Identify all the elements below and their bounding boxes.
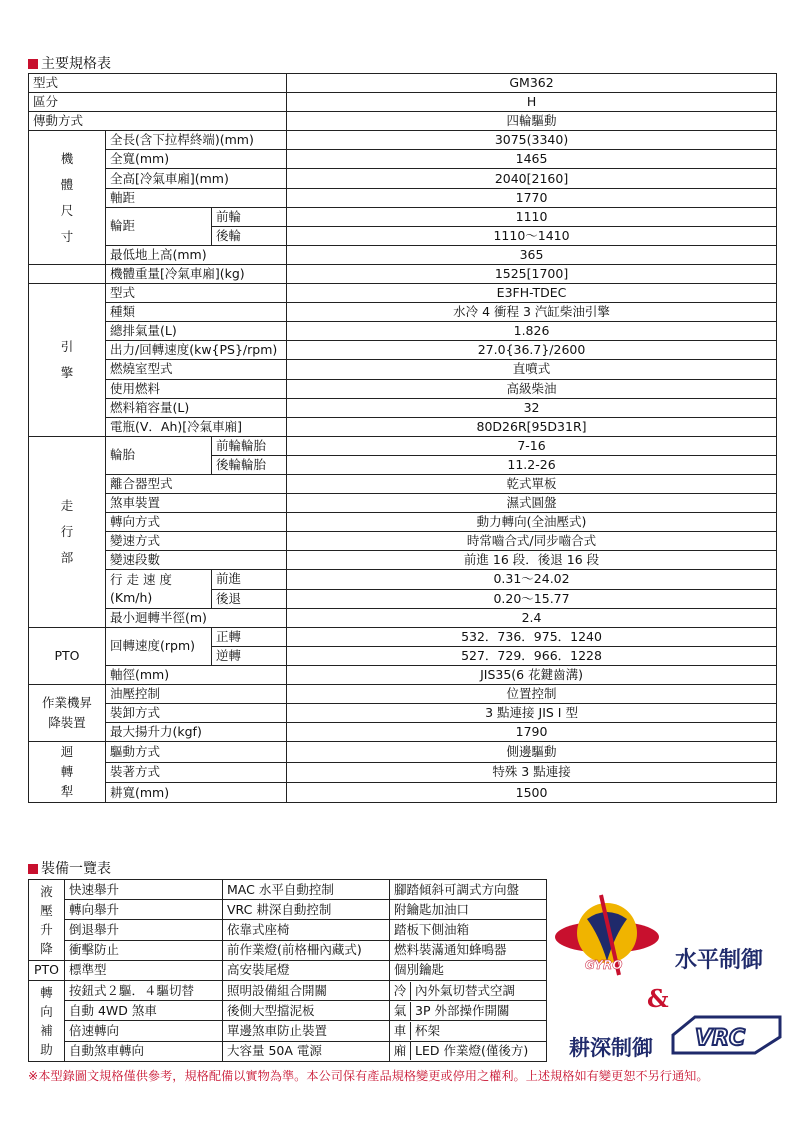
rotary-mount-label: 裝著方式 [106,762,287,782]
rear-tire-value: 11.2-26 [287,455,777,474]
vrc-text: VRC [695,1026,746,1051]
shaft-value: JIS35(6 花鍵齒溝) [287,665,777,684]
battery-value: 80D26R[95D31R] [287,417,777,436]
steering-assist-category: 轉向補助 [29,980,65,1061]
table-row [29,980,547,1000]
height-value: 2040[2160] [287,169,777,188]
list-item: MAC 水平自動控制 [223,880,390,900]
power-value: 27.0{36.7}/2600 [287,341,777,360]
steering-label: 轉向方式 [106,513,287,532]
shift-value: 時常嚙合式/同步嚙合式 [287,532,777,551]
tank-label: 燃料箱容量(L) [106,398,287,417]
lift-force-label: 最大揚升力(kgf) [106,723,287,742]
spec-table [28,73,777,803]
fuel-value: 高級柴油 [287,379,777,398]
table-row [29,322,777,341]
steering-value: 動力轉向(全油壓式) [287,513,777,532]
drive-value: 四輪驅動 [287,112,777,131]
ac-category-char: 廂 [390,1042,411,1060]
table-row [29,762,777,782]
clearance-value: 365 [287,245,777,264]
class-label: 區分 [29,93,287,112]
pto-equip-category: PTO [29,960,65,980]
pto-reverse-label: 逆轉 [212,646,287,665]
tire-label: 輪胎 [106,436,212,474]
table-row [29,513,777,532]
table-row [29,417,777,436]
table-row [29,360,777,379]
class-value: H [287,93,777,112]
tread-label: 輪距 [106,207,212,245]
width-label: 全寬(mm) [106,150,287,169]
table-row [29,900,547,920]
hydraulic-label: 油壓控制 [106,685,287,704]
ac-cell [390,1041,547,1061]
list-item: LED 作業燈(僅後方) [415,1043,529,1059]
table-row [29,589,777,608]
list-item: 按鈕式２驅．４驅切替 [65,980,223,1000]
brake-value: 濕式圓盤 [287,494,777,513]
list-item: 3P 外部操作開關 [415,1002,510,1018]
model-label: 型式 [29,74,287,93]
tank-value: 32 [287,398,777,417]
list-item: 衝擊防止 [65,940,223,960]
length-label: 全長(含下拉桿終端)(mm) [106,131,287,150]
forward-value: 0.31～24.02 [287,570,777,589]
table-row [29,880,547,900]
list-item: 內外氣切替式空調 [415,982,516,998]
pto-reverse-value: 527．729．966．1228 [287,646,777,665]
list-item: 轉向舉升 [65,900,223,920]
table-row [29,474,777,493]
battery-label: 電瓶(V．Ah)[冷氣車廂] [106,417,287,436]
table-row [29,1021,547,1041]
list-item: 倍速轉向 [65,1021,223,1041]
shift-label: 變速方式 [106,532,287,551]
clutch-label: 離合器型式 [106,474,287,493]
table-row [29,169,777,188]
table-row [29,398,777,417]
pto-normal-label: 正轉 [212,627,287,646]
engine-kind-value: 水冷 4 衝程 3 汽缸柴油引擎 [287,303,777,322]
brand-logos [555,875,785,1065]
gyro-globe-icon [555,895,659,975]
gears-label: 變速段數 [106,551,287,570]
table-row [29,1001,547,1021]
gears-value: 前進 16 段．後退 16 段 [287,551,777,570]
rotary-mount-value: 特殊 3 點連接 [287,762,777,782]
list-item: 自動 4WD 煞車 [65,1001,223,1021]
model-value: GM362 [287,74,777,93]
tread-front-value: 1110 [287,207,777,226]
table-row [29,150,777,169]
height-label: 全高[冷氣車廂](mm) [106,169,287,188]
engine-type-value: E3FH-TDEC [287,284,777,303]
table-row [29,551,777,570]
table-row [29,188,777,207]
list-item: 依靠式座椅 [223,920,390,940]
table-row [29,723,777,742]
length-value: 3075(3340) [287,131,777,150]
gyro-text: GYRO [585,958,623,972]
table-row [29,436,777,455]
weight-value: 1525[1700] [287,264,777,283]
rotary-category: 迴轉犁 [29,742,106,803]
disclaimer-footnote: ※本型錄圖文規格僅供參考，規格配備以實物為準。本公司保有產品規格變更或停用之權利。上述規格如有變更恕不另行通知。 [28,1069,709,1083]
rotary-drive-value: 側邊驅動 [287,742,777,762]
wheelbase-label: 軸距 [106,188,287,207]
table-row [29,742,777,762]
rotary-drive-label: 驅動方式 [106,742,287,762]
radius-label: 最小迴轉半徑(m) [106,608,287,627]
table-row [29,1041,547,1061]
hitch-label: 裝卸方式 [106,704,287,723]
ampersand: & [647,984,669,1013]
list-item: 後側大型擋泥板 [223,1001,390,1021]
table-row [29,284,777,303]
table-row [29,940,547,960]
table-row [29,264,777,283]
table-row [29,920,547,940]
list-item: 大容量 50A 電源 [223,1041,390,1061]
gyro-caption: 水平制御 [675,948,764,973]
power-label: 出力/回轉速度(kw{PS}/rpm) [106,341,287,360]
equip-section-title: 裝備一覽表 [28,861,111,877]
equipment-table [28,879,547,1062]
table-row [29,532,777,551]
ac-cell [390,980,547,1000]
front-tire-label: 前輪輪胎 [212,436,287,455]
list-item: 前作業燈(前格柵內藏式) [223,940,390,960]
table-row [29,704,777,723]
table-row [29,685,777,704]
width-value: 1465 [287,150,777,169]
radius-value: 2.4 [287,608,777,627]
reverse-value: 0.20～15.77 [287,589,777,608]
tread-front-label: 前輪 [212,207,287,226]
table-row [29,93,777,112]
list-item: 燃料裝滿通知蜂鳴器 [390,940,547,960]
list-item: 標準型 [65,960,223,980]
rear-tire-label: 後輪輪胎 [212,455,287,474]
list-item: 高安裝尾燈 [223,960,390,980]
table-row [29,782,777,802]
table-row [29,570,777,589]
table-row [29,665,777,684]
clearance-label: 最低地上高(mm) [106,245,287,264]
list-item: VRC 耕深自動控制 [223,900,390,920]
pto-category: PTO [29,627,106,684]
tread-rear-label: 後輪 [212,226,287,245]
hydraulic-value: 位置控制 [287,685,777,704]
table-row [29,207,777,226]
body-category: 機體尺寸 [29,131,106,265]
brake-label: 煞車裝置 [106,494,287,513]
table-row [29,131,777,150]
table-row [29,303,777,322]
fuel-label: 使用燃料 [106,379,287,398]
engine-category: 引擎 [29,284,106,437]
combustion-value: 直噴式 [287,360,777,379]
table-row [29,112,777,131]
engine-kind-label: 種類 [106,303,287,322]
list-item: 快速舉升 [65,880,223,900]
table-row [29,608,777,627]
drive-label: 傳動方式 [29,112,287,131]
table-row [29,627,777,646]
list-item: 照明設備組合開關 [223,980,390,1000]
shaft-label: 軸徑(mm) [106,665,287,684]
pto-normal-value: 532．736．975．1240 [287,627,777,646]
list-item: 踏板下側油箱 [390,920,547,940]
displacement-label: 總排氣量(L) [106,322,287,341]
speed-unit: (Km/h) [106,589,212,608]
table-row [29,960,547,980]
pto-speed-label: 回轉速度(rpm) [106,627,212,665]
table-row [29,74,777,93]
vrc-caption: 耕深制御 [569,1036,653,1060]
engine-type-label: 型式 [106,284,287,303]
ac-category-char: 冷 [390,982,411,1000]
tread-rear-value: 1110～1410 [287,226,777,245]
red-square-bullet [28,59,38,69]
lift-force-value: 1790 [287,723,777,742]
clutch-value: 乾式單板 [287,474,777,493]
list-item: 倒退舉升 [65,920,223,940]
vrc-badge-icon [673,1017,780,1053]
weight-label: 機體重量[冷氣車廂](kg) [106,264,287,283]
ac-category-char: 車 [390,1022,411,1040]
wheelbase-value: 1770 [287,188,777,207]
spec-section-title: 主要規格表 [28,56,111,72]
list-item: 單邊煞車防止裝置 [223,1021,390,1041]
combustion-label: 燃燒室型式 [106,360,287,379]
speed-label: 行 走 速 度 [106,570,212,589]
ac-category-char: 氣 [390,1002,411,1020]
reverse-label: 後退 [212,589,287,608]
rotary-width-label: 耕寬(mm) [106,782,287,802]
lift-category: 作業機昇降裝置 [29,685,106,742]
hydraulic-lift-category: 液壓升降 [29,880,65,961]
list-item: 杯架 [415,1022,441,1038]
rotary-width-value: 1500 [287,782,777,802]
table-row [29,379,777,398]
red-square-bullet [28,864,38,874]
ac-cell [390,1021,547,1041]
table-row [29,494,777,513]
front-tire-value: 7-16 [287,436,777,455]
displacement-value: 1.826 [287,322,777,341]
forward-label: 前進 [212,570,287,589]
table-row [29,245,777,264]
ac-cell [390,1001,547,1021]
table-row [29,341,777,360]
gyro-vrc-logo-graphic [555,875,785,1065]
list-item: 個別鑰匙 [390,960,547,980]
list-item: 腳踏傾斜可調式方向盤 [390,880,547,900]
travel-category: 走行部 [29,436,106,627]
list-item: 自動煞車轉向 [65,1041,223,1061]
hitch-value: 3 點連接 JIS I 型 [287,704,777,723]
list-item: 附鑰匙加油口 [390,900,547,920]
